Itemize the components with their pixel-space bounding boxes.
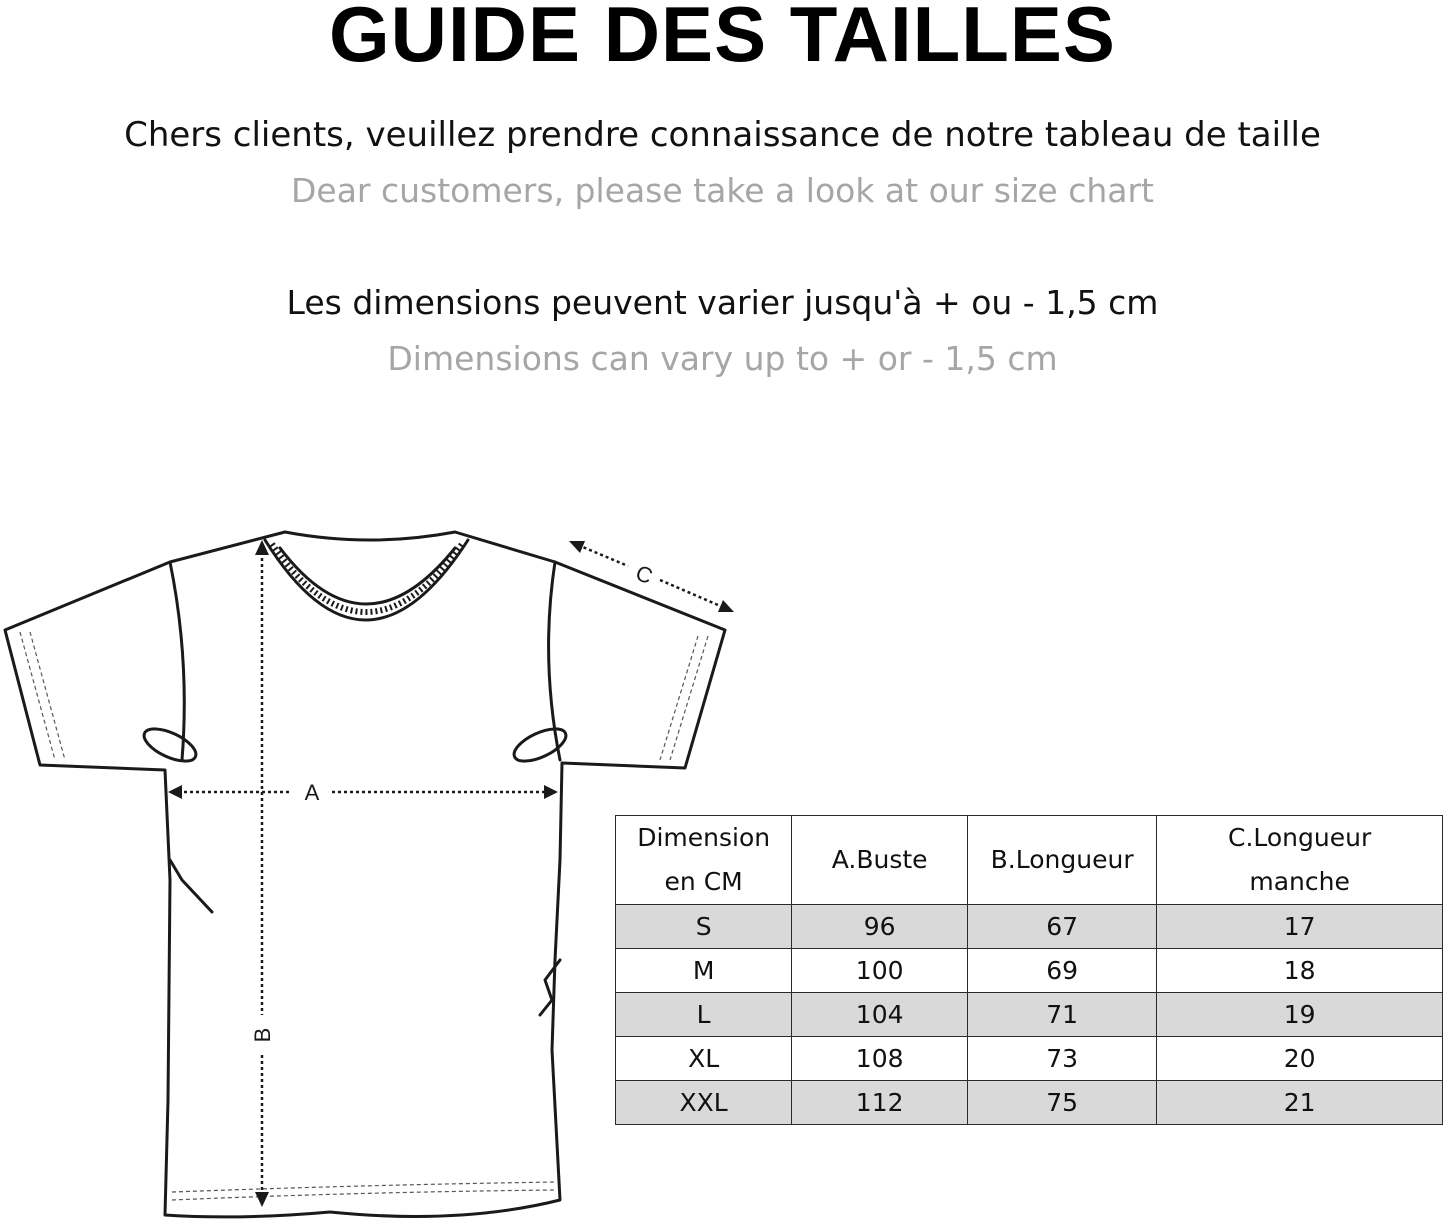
cell-size: S xyxy=(616,905,792,949)
cell-longueur: 67 xyxy=(968,905,1157,949)
cell-buste: 104 xyxy=(792,993,968,1037)
size-table xyxy=(615,815,1443,1125)
label-c: C xyxy=(632,559,657,590)
collar-inner xyxy=(280,548,455,604)
left-sleeve-seam xyxy=(170,562,184,760)
header-dimension: Dimension en CM xyxy=(616,816,792,905)
table-row xyxy=(616,1081,1443,1125)
tolerance-french: Les dimensions peuvent varier jusqu'à + ou - 1,5 cm xyxy=(286,283,1159,322)
cell-longueur: 73 xyxy=(968,1037,1157,1081)
cell-longueur: 69 xyxy=(968,949,1157,993)
tolerance-english: Dimensions can vary up to + or - 1,5 cm xyxy=(387,339,1058,378)
cell-size: L xyxy=(616,993,792,1037)
cell-size: XL xyxy=(616,1037,792,1081)
label-a: A xyxy=(304,780,320,805)
cell-manche: 20 xyxy=(1157,1037,1443,1081)
intro-french: Chers clients, veuillez prendre connaissance de notre tableau de taille xyxy=(124,115,1321,155)
header-longueur-manche: C.Longueur manche xyxy=(1157,816,1443,905)
table-row xyxy=(616,949,1443,993)
cell-buste: 96 xyxy=(792,905,968,949)
cell-longueur: 75 xyxy=(968,1081,1157,1125)
cell-manche: 17 xyxy=(1157,905,1443,949)
header-buste: A.Buste xyxy=(792,816,968,905)
label-b: B xyxy=(250,1027,275,1043)
table-header-row xyxy=(616,816,1443,905)
cell-manche: 21 xyxy=(1157,1081,1443,1125)
cell-size: M xyxy=(616,949,792,993)
page-title: GUIDE DES TAILLES xyxy=(329,0,1116,78)
cell-longueur: 71 xyxy=(968,993,1157,1037)
cell-size: XXL xyxy=(616,1081,792,1125)
cell-buste: 108 xyxy=(792,1037,968,1081)
header-longueur: B.Longueur xyxy=(968,816,1157,905)
cell-buste: 112 xyxy=(792,1081,968,1125)
cell-manche: 18 xyxy=(1157,949,1443,993)
table-row xyxy=(616,1037,1443,1081)
cell-buste: 100 xyxy=(792,949,968,993)
cell-manche: 19 xyxy=(1157,993,1443,1037)
table-row xyxy=(616,993,1443,1037)
collar-outer xyxy=(265,540,468,620)
table-row xyxy=(616,905,1443,949)
intro-english: Dear customers, please take a look at our size chart xyxy=(290,171,1154,210)
